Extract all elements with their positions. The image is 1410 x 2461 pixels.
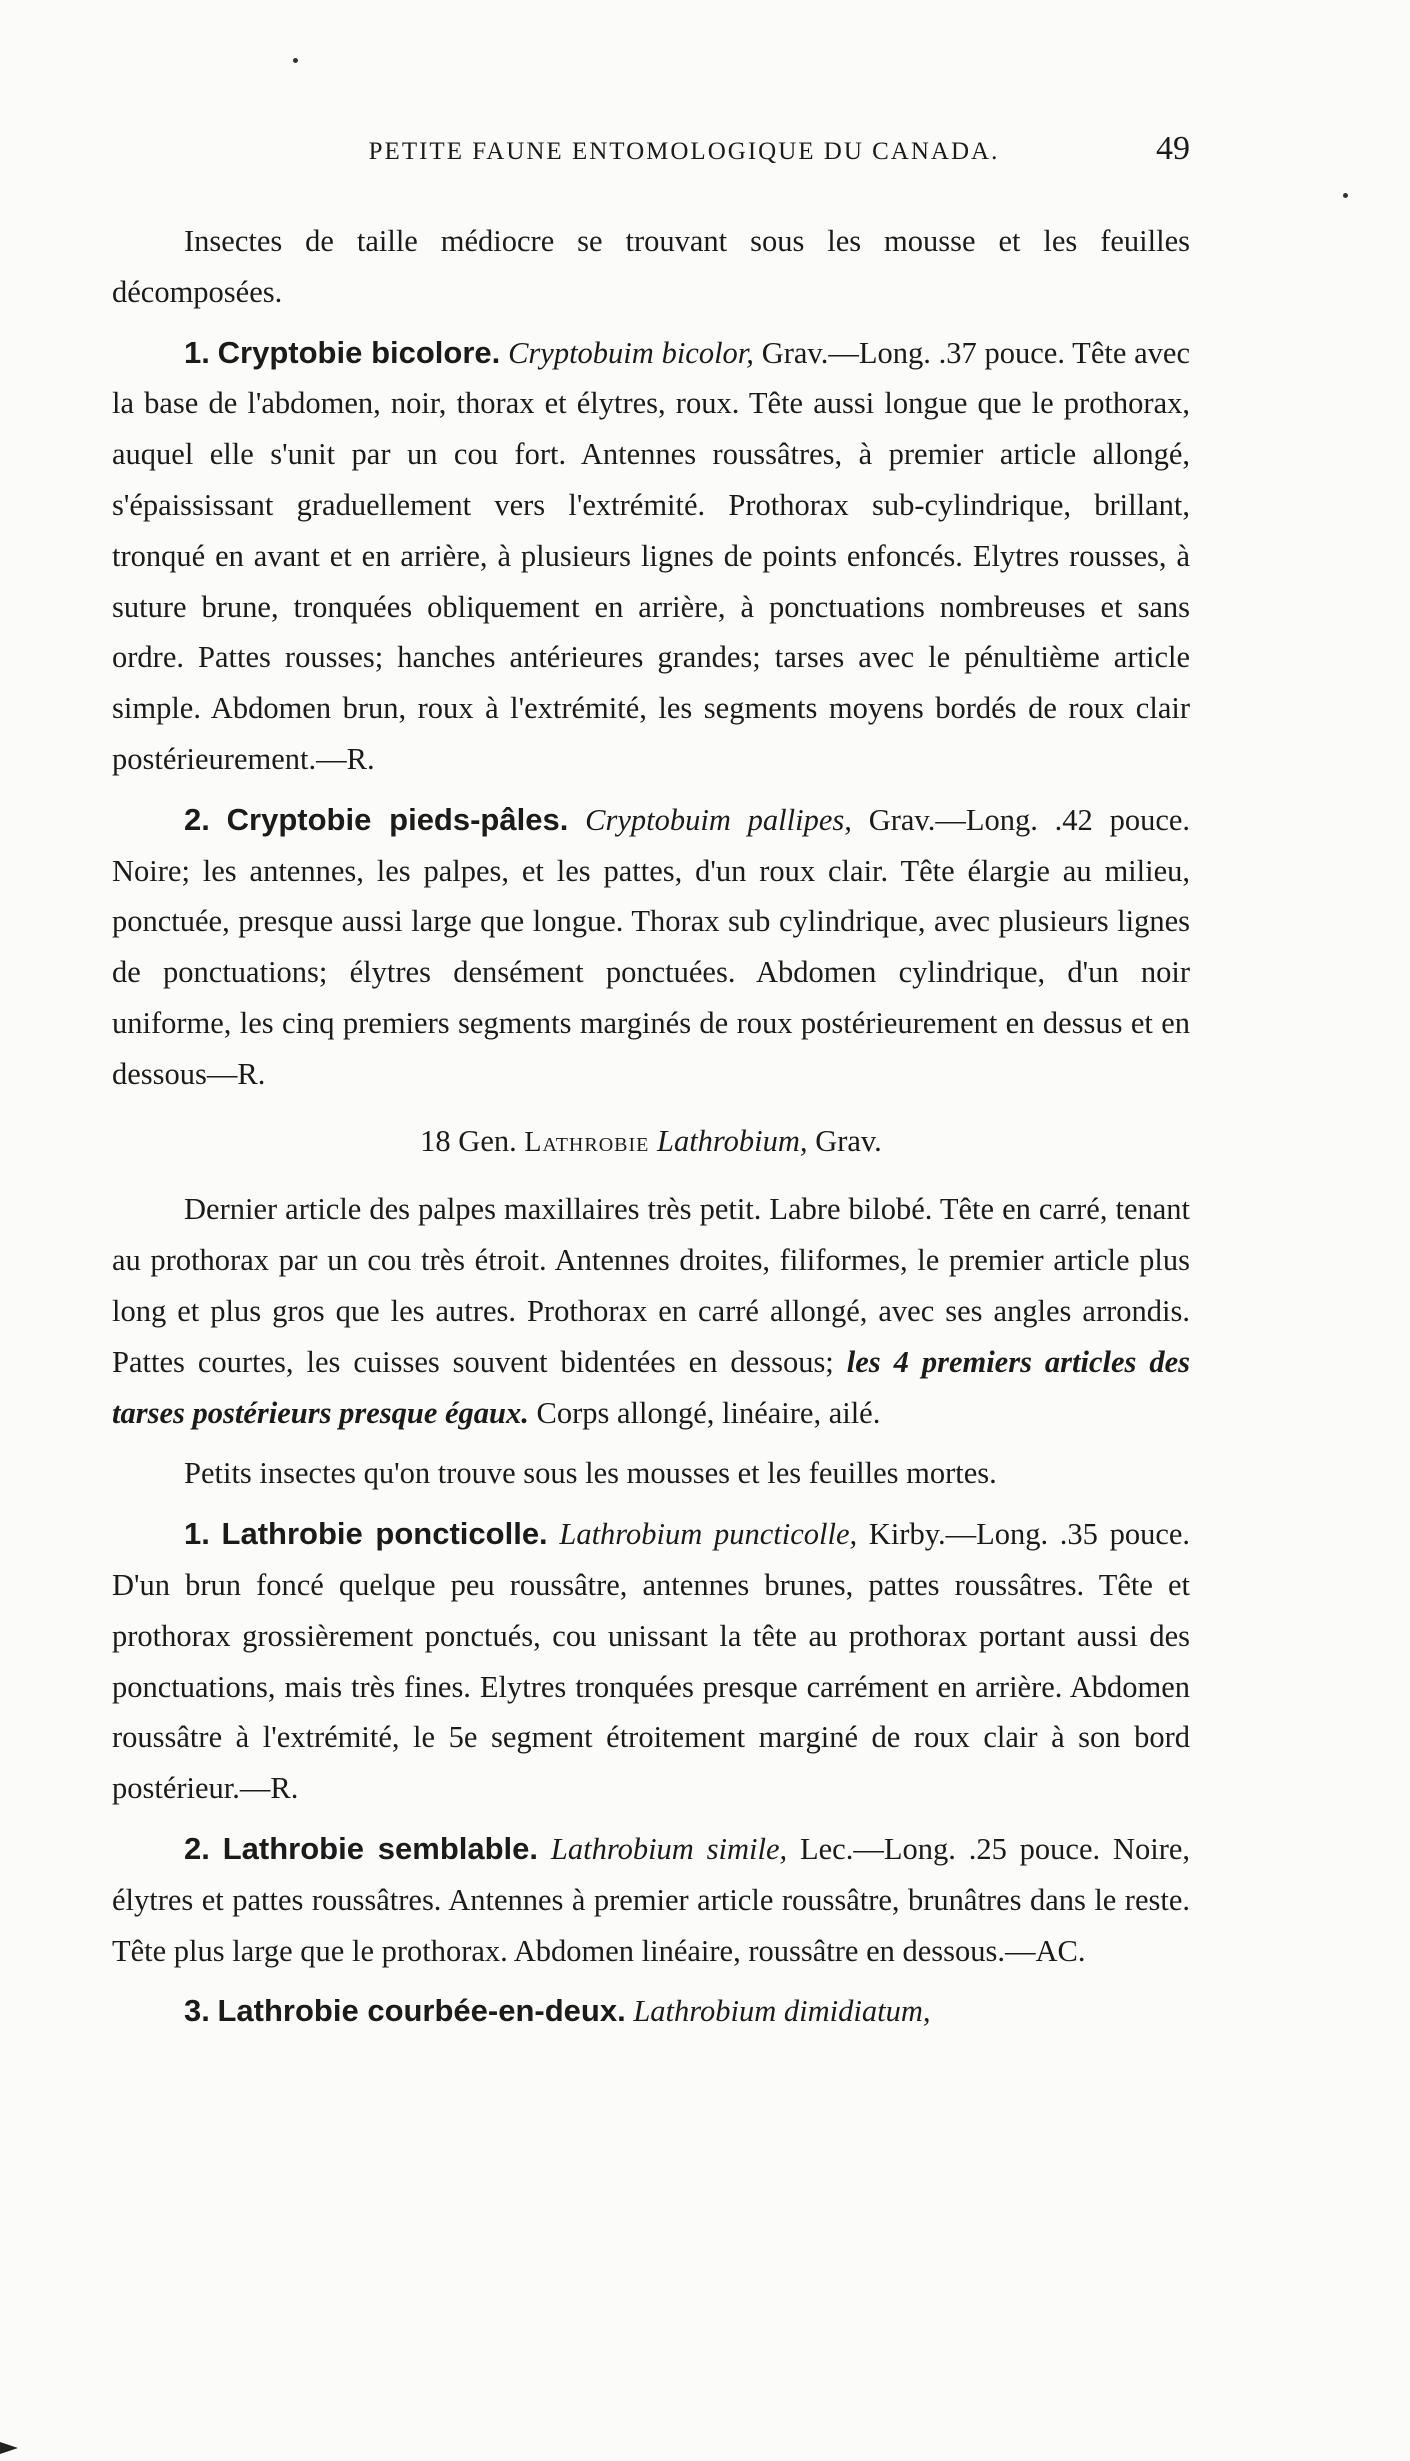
speck-right xyxy=(1343,193,1348,198)
species-entry xyxy=(112,795,1190,1100)
species-description: Lec.—Long. .25 pouce. Noire, élytres et pattes roussâtres. Antennes à premier article roussâtre, brunâtres dans le reste. Tête plus large que le prothorax. Abdomen linéaire, roussâtre en dessous.—AC. xyxy=(112,1831,1191,1968)
running-title: PETITE FAUNE ENTOMOLOGIQUE DU CANADA. xyxy=(368,138,1000,165)
genus-desc-text: Dernier article des palpes maxillaires très petit. Labre bilobé. Tête en carré, tenant au prothorax par un cou très étroit. Antennes droites, filiformes, le premier article plus long et plus gros que les autres. Prothorax en carré allongé, avec ses angles arrondis. Pattes courtes, les cuisses souvent bidentées en dessous; xyxy=(112,1192,1190,1379)
genus-label: 18 Gen. xyxy=(420,1123,517,1158)
genus-description xyxy=(112,1184,1190,1438)
species-number: 2. xyxy=(184,1830,210,1866)
species-common-name: Lathrobie semblable. xyxy=(222,1830,539,1866)
species-latin-name: Lathrobium simile, xyxy=(550,1831,788,1866)
species-latin-name: Cryptobuim bicolor, xyxy=(508,335,754,370)
species-entry xyxy=(112,1824,1190,1976)
species-entry xyxy=(112,328,1190,785)
species-latin-name: Cryptobuim pallipes, xyxy=(585,802,852,837)
genus-heading xyxy=(112,1116,1190,1169)
species-common-name: Lathrobie poncticolle. xyxy=(221,1516,548,1552)
species-latin-name: Lathrobium puncticolle, xyxy=(559,1517,858,1552)
species-entry xyxy=(112,1509,1190,1814)
genus-desc-emphasis: les 4 premiers articles des tarses postérieurs presque égaux. xyxy=(112,1344,1191,1430)
species-number: 2. xyxy=(184,801,210,837)
species-number: 1. xyxy=(184,334,210,370)
species-description: Grav.—Long. .37 pouce. Tête avec la base de l'abdomen, noir, thorax et élytres, roux. Tête aussi longue que le prothorax, auquel elle s'unit par un cou fort. Antennes roussâtres, à premier article allongé, s'épaississant graduellement vers l'extrémité. Prothorax sub-cylindrique, brillant, tronqué en avant et en arrière, à plusieurs lignes de points enfoncés. Elytres rousses, à suture brune, tronquées obliquement en arrière, à ponctuations nombreuses et sans ordre. Pattes rousses; hanches antérieures grandes; tarses avec le pénultième article simple. Abdomen brun, roux à l'extrémité, les segments moyens bordés de roux clair postérieurement.—R. xyxy=(112,335,1191,776)
species-latin-name: Lathrobium dimidiatum, xyxy=(633,1994,931,2029)
species-description: Kirby.—Long. .35 pouce. D'un brun foncé quelque peu roussâtre, antennes brunes, pattes roussâtres. Tête et prothorax grossièrement ponctués, cou unissant la tête au prothorax portant aussi des ponctuations, mais très fines. Elytres tronquées presque carrément en arrière. Abdomen roussâtre à l'extrémité, le 5e segment étroitement marginé de roux clair à son bord postérieur.—R. xyxy=(112,1517,1191,1806)
running-header xyxy=(112,130,1190,168)
species-description: Grav.—Long. .42 pouce. Noire; les antennes, les palpes, et les pattes, d'un roux clair. Tête élargie au milieu, ponctuée, presque aussi large que longue. Thorax sub cylindrique, avec plusieurs lignes de ponctuations; élytres densément ponctuées. Abdomen cylindrique, d'un noir uniforme, les cinq premiers segments marginés de roux postérieurement en dessus et en dessous—R. xyxy=(112,802,1191,1091)
genus-author: Grav. xyxy=(815,1123,882,1158)
species-entry xyxy=(112,1986,1190,2037)
genus-latin: Lathrobium, xyxy=(657,1123,808,1158)
genus-desc-end: Corps allongé, linéaire, ailé. xyxy=(536,1395,881,1430)
page-edge-arrow-icon xyxy=(0,2442,18,2454)
page-number: 49 xyxy=(1156,130,1190,167)
species-common-name: Cryptobie pieds-pâles. xyxy=(226,801,569,837)
habitat-paragraph: Petits insectes qu'on trouve sous les mousses et les feuilles mortes. xyxy=(184,1456,997,1491)
species-number: 1. xyxy=(184,1516,210,1552)
genus-name: Lathrobie xyxy=(524,1126,650,1158)
speck-top xyxy=(293,58,298,63)
intro-paragraph: Insectes de taille médiocre se trouvant sous les mousse et les feuilles décomposées. xyxy=(112,224,1190,309)
species-common-name: Cryptobie bicolore. xyxy=(217,334,501,370)
species-common-name: Lathrobie courbée-en-deux. xyxy=(217,1993,626,2029)
book-page xyxy=(112,130,1190,2047)
species-number: 3. xyxy=(184,1993,210,2029)
